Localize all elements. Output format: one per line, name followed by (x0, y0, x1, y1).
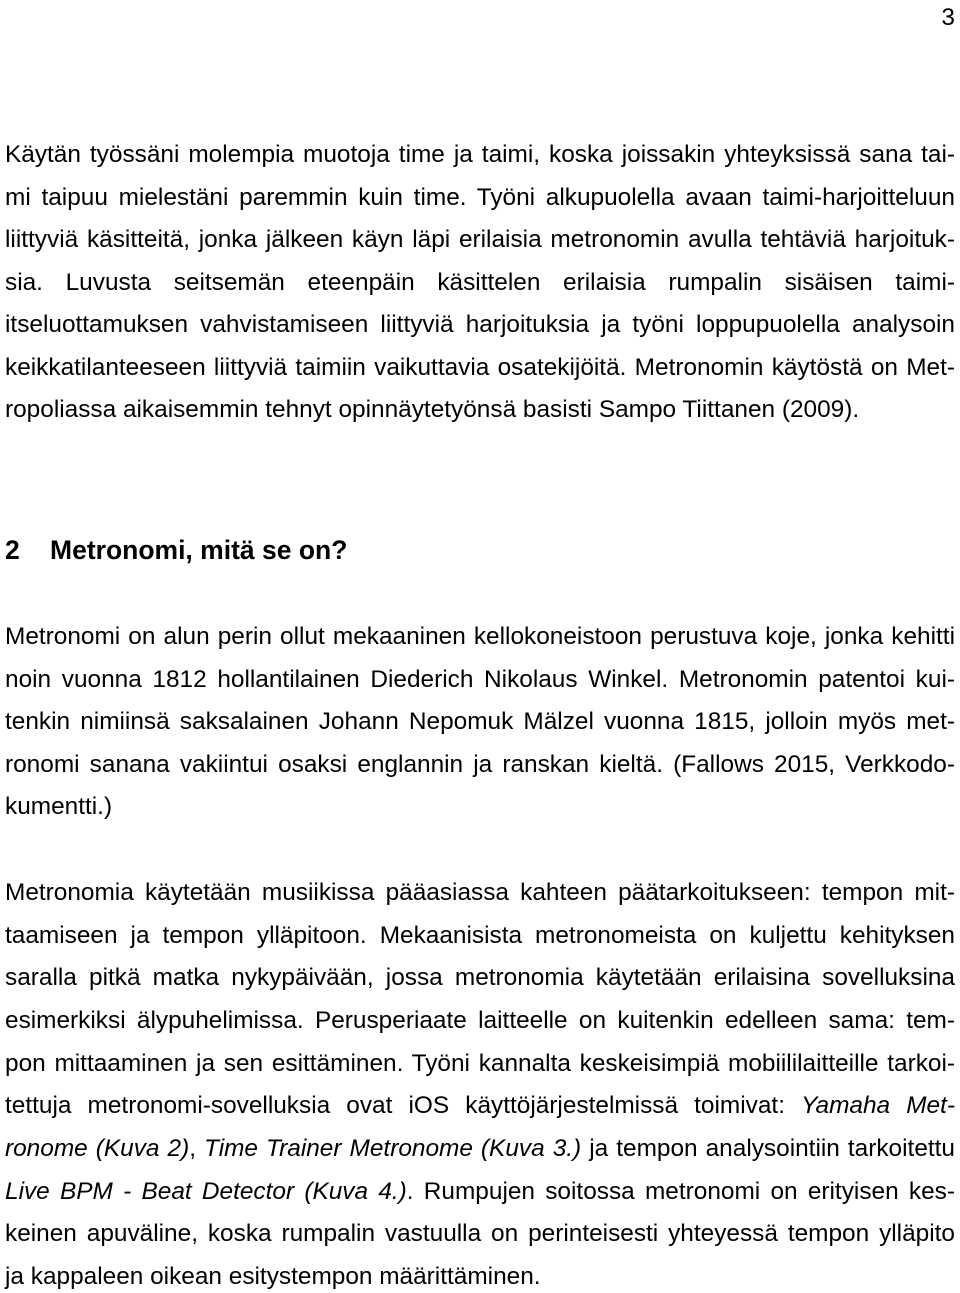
app-name-italic: ronome (Kuva 2) (5, 1134, 190, 1162)
text-segment: . Rumpujen soitossa metronomi on erityisen kes- (406, 1177, 955, 1205)
app-name-italic: Yamaha Met- (801, 1092, 955, 1120)
text-line: ronomi sanana vakiintui osaksi englannin ja ranskan kieltä. (Fallows 2015, Verkkodo- (5, 750, 955, 778)
text-line: Käytän työssäni molempia muotoja time ja taimi, koska joissakin yhteyksissä sana tai- (5, 141, 955, 168)
text-line: pon mittaaminen ja sen esittäminen. Työni kannalta keskeisimpiä mobiililaitteille tarkoi- (5, 1049, 955, 1077)
section-number: 2 (5, 535, 20, 565)
section-heading (5, 535, 955, 565)
text-line (5, 1091, 955, 1121)
text-segment: tettuja metronomi-sovelluksia ovat iOS käyttöjärjestelmissä toimivat: (5, 1092, 802, 1120)
text-line: esimerkiksi älypuhelimissa. Perusperiaate laitteelle on kuitenkin edelleen sama: tem- (5, 1006, 955, 1034)
text-line: keinen apuväline, koska rumpalin vastuulla on perinteisesti yhteyessä tempon ylläpito (5, 1220, 955, 1248)
text-line: kumentti.) (5, 793, 113, 820)
paragraph (5, 622, 955, 835)
paragraph (5, 140, 955, 438)
text-segment: ja tempon analysointiin tarkoitettu (581, 1134, 955, 1162)
text-line: Metronomia käytetään musiikissa pääasiassa kahteen päätarkoitukseen: tempon mit- (5, 879, 955, 906)
text-line: mi taipuu mielestäni paremmin kuin time. Työni alkupuolella avaan taimi-harjoitteluun (5, 183, 955, 211)
text-line (5, 1177, 955, 1207)
text-line: keikkatilanteeseen liittyviä taimiin vaikuttavia osatekijöitä. Metronomin käytöstä on Met- (5, 353, 955, 381)
text-line: saralla pitkä matka nykypäivään, jossa metronomia käytetään erilaisina sovelluksina (5, 964, 955, 992)
page-number: 3 (941, 4, 955, 31)
text-line: taamiseen ja tempon ylläpitoon. Mekaanisista metronomeista on kuljettu kehityksen (5, 921, 955, 949)
text-line (5, 1134, 955, 1164)
text-line: itseluottamuksen vahvistamiseen liittyviä harjoituksia ja työni loppupuolella analysoin (5, 311, 955, 338)
section-title: Metronomi, mitä se on? (50, 535, 348, 565)
text-line: noin vuonna 1812 hollantilainen Diederich Nikolaus Winkel. Metronomin patentoi kui- (5, 665, 955, 693)
text-line: tenkin nimiinsä saksalainen Johann Nepomuk Mälzel vuonna 1815, jolloin myös met- (5, 708, 955, 735)
text-segment: , (189, 1134, 205, 1162)
paragraph (5, 878, 955, 1293)
text-line: sia. Luvusta seitsemän eteenpäin käsittelen erilaisia rumpalin sisäisen taimi- (5, 268, 955, 296)
text-line: ropoliassa aikaisemmin tehnyt opinnäytetyönsä basisti Sampo Tiittanen (2009). (5, 396, 860, 423)
text-line: ja kappaleen oikean esitystempon määrittäminen. (5, 1262, 541, 1290)
text-line: Metronomi on alun perin ollut mekaaninen kellokoneistoon perustuva koje, jonka kehitti (5, 623, 955, 650)
app-name-italic: Live BPM - Beat Detector (Kuva 4.) (5, 1177, 407, 1205)
app-name-italic: Time Trainer Metronome (Kuva 3.) (204, 1134, 582, 1162)
text-line: liittyviä käsitteitä, jonka jälkeen käyn läpi erilaisia metronomin avulla tehtäviä harjoituk- (5, 226, 955, 253)
